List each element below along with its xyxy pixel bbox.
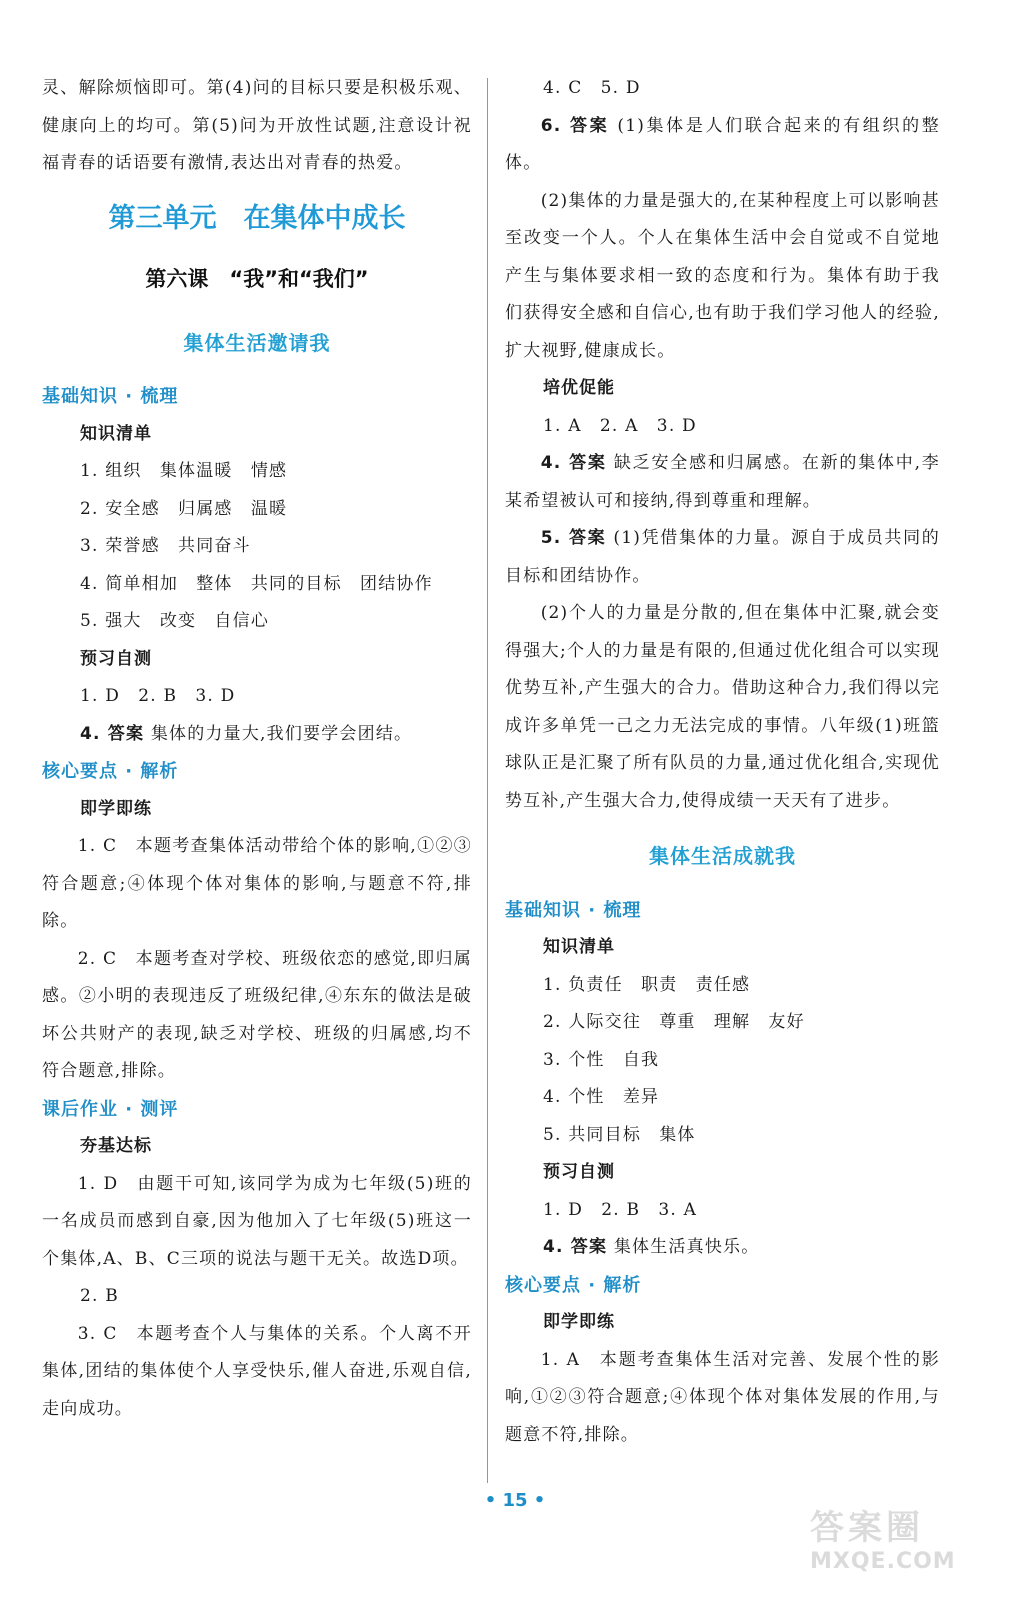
section-title: 集体生活邀请我 (183, 330, 331, 355)
answer-text: (1)集体是人们联合起来的有组织的整体。 (505, 115, 940, 173)
knowledge-item: 1. 负责任 职责 责任感 (543, 974, 751, 995)
left-column (42, 70, 472, 1428)
knowledge-item: 5. 强大 改变 自信心 (80, 611, 270, 631)
knowledge-item: 3. 荣誉感 共同奋斗 (80, 536, 251, 556)
explanation-paragraph: 1. D 由题干可知,该同学为成为七年级(5)班的一名成员而感到自豪,因为他加入了七年级(5)班这一个集体,A、B、C三项的说法与题干无关。故选D项。 (42, 1173, 472, 1269)
watermark-logo (810, 1500, 1000, 1590)
page-number: • 15 • (484, 1490, 546, 1511)
answer-label: 5. 答案 (540, 528, 607, 548)
answer-label: 6. 答案 (540, 115, 610, 136)
explanation-paragraph: 3. C 本题考查个人与集体的关系。个人离不开集体,团结的集体使个人享受快乐,催人奋进,乐观自信,走向成功。 (42, 1323, 472, 1419)
answer-label: 4. 答案 (543, 1237, 608, 1257)
answer-line: 1. D 2. B 3. D (80, 686, 236, 706)
heading-homework: 课后作业 · 测评 (42, 1098, 179, 1120)
answer-line (505, 1229, 940, 1267)
answer-paragraph (505, 108, 940, 183)
explanation-paragraph: 1. A 本题考查集体生活对完善、发展个性的影响,①②③符合题意;④体现个体对集体发展的作用,与题意不符,排除。 (505, 1349, 940, 1445)
knowledge-item: 4. 简单相加 整体 共同的目标 团结协作 (80, 573, 433, 594)
watermark-url: MXQE.COM (810, 1549, 956, 1574)
subheading-preview-test: 预习自测 (80, 648, 152, 669)
answer-line (42, 716, 472, 754)
heading-basic-knowledge: 基础知识 · 梳理 (505, 899, 642, 921)
right-column (505, 70, 940, 1454)
knowledge-item: 2. 人际交往 尊重 理解 友好 (543, 1012, 805, 1032)
knowledge-item: 5. 共同目标 集体 (543, 1124, 696, 1145)
answer-text: 集体生活真快乐。 (607, 1237, 760, 1257)
subheading-practice: 即学即练 (543, 1312, 615, 1332)
knowledge-item: 3. 个性 自我 (543, 1049, 660, 1070)
column-divider (487, 78, 488, 1483)
heading-basic-knowledge: 基础知识 · 梳理 (42, 386, 179, 407)
answer-line: 2. B (80, 1286, 119, 1306)
subheading-advance: 培优促能 (543, 378, 615, 398)
answer-line: 1. D 2. B 3. A (543, 1199, 698, 1220)
answer-line: 4. C 5. D (543, 78, 641, 98)
answer-text: (1)凭借集体的力量。源自于成员共同的目标和团结协作。 (505, 528, 940, 586)
watermark-text: 答案圈 (810, 1508, 924, 1548)
subheading-preview-test: 预习自测 (543, 1162, 615, 1182)
subheading-foundation: 夯基达标 (80, 1136, 152, 1156)
knowledge-item: 1. 组织 集体温暖 情感 (80, 461, 288, 481)
answer-label: 4. 答案 (540, 453, 607, 473)
answer-paragraph: (2)个人的力量是分散的,但在集体中汇聚,就会变得强大;个人的力量是有限的,但通过优化组合可以实现优势互补,产生强大的合力。借助这种合力,我们得以完成许多单凭一己之力无法完成的事情。八年级(1)班篮球队正是汇聚了所有队员的力量,通过优化组合,实现优势互补,产生强大合力,使得成绩一天天有了进步。 (505, 603, 940, 811)
answer-paragraph (505, 520, 940, 595)
unit-title: 第三单元 在集体中成长 (108, 202, 406, 234)
heading-core-points: 核心要点 · 解析 (505, 1274, 642, 1296)
subheading-practice: 即学即练 (80, 798, 152, 819)
explanation-paragraph: 2. C 本题考查对学校、班级依恋的感觉,即归属感。②小明的表现违反了班级纪律,④东东的做法是破坏公共财产的表现,缺乏对学校、班级的归属感,均不符合题意,排除。 (42, 948, 472, 1081)
explanation-paragraph: 1. C 本题考查集体活动带给个体的影响,①②③符合题意;④体现个体对集体的影响,与题意不符,排除。 (42, 836, 472, 931)
answer-line: 1. A 2. A 3. D (543, 415, 697, 436)
knowledge-item: 4. 个性 差异 (543, 1087, 660, 1107)
answer-paragraph: (2)集体的力量是强大的,在某种程度上可以影响甚至改变一个人。个人在集体生活中会自觉或不自觉地产生与集体要求相一致的态度和行为。集体有助于我们获得安全感和自信心,也有助于我们学习他人的经验,扩大视野,健康成长。 (505, 190, 940, 361)
answer-label: 4. 答案 (80, 723, 145, 744)
knowledge-item: 2. 安全感 归属感 温暖 (80, 498, 288, 519)
heading-core-points: 核心要点 · 解析 (42, 761, 179, 782)
section-title: 集体生活成就我 (649, 844, 796, 868)
intro-paragraph: 灵、解除烦恼即可。第(4)问的目标只要是积极乐观、健康向上的均可。第(5)问为开放性试题,注意设计祝福青春的话语要有激情,表达出对青春的热爱。 (42, 78, 472, 173)
subheading-knowledge-list: 知识清单 (80, 423, 152, 444)
answer-text: 缺乏安全感和归属感。在新的集体中,李某希望被认可和接纳,得到尊重和理解。 (505, 453, 940, 511)
lesson-title: 第六课 “我”和“我们” (145, 266, 369, 291)
subheading-knowledge-list: 知识清单 (543, 937, 615, 957)
answer-text: 集体的力量大,我们要学会团结。 (144, 723, 413, 744)
answer-paragraph (505, 445, 940, 520)
